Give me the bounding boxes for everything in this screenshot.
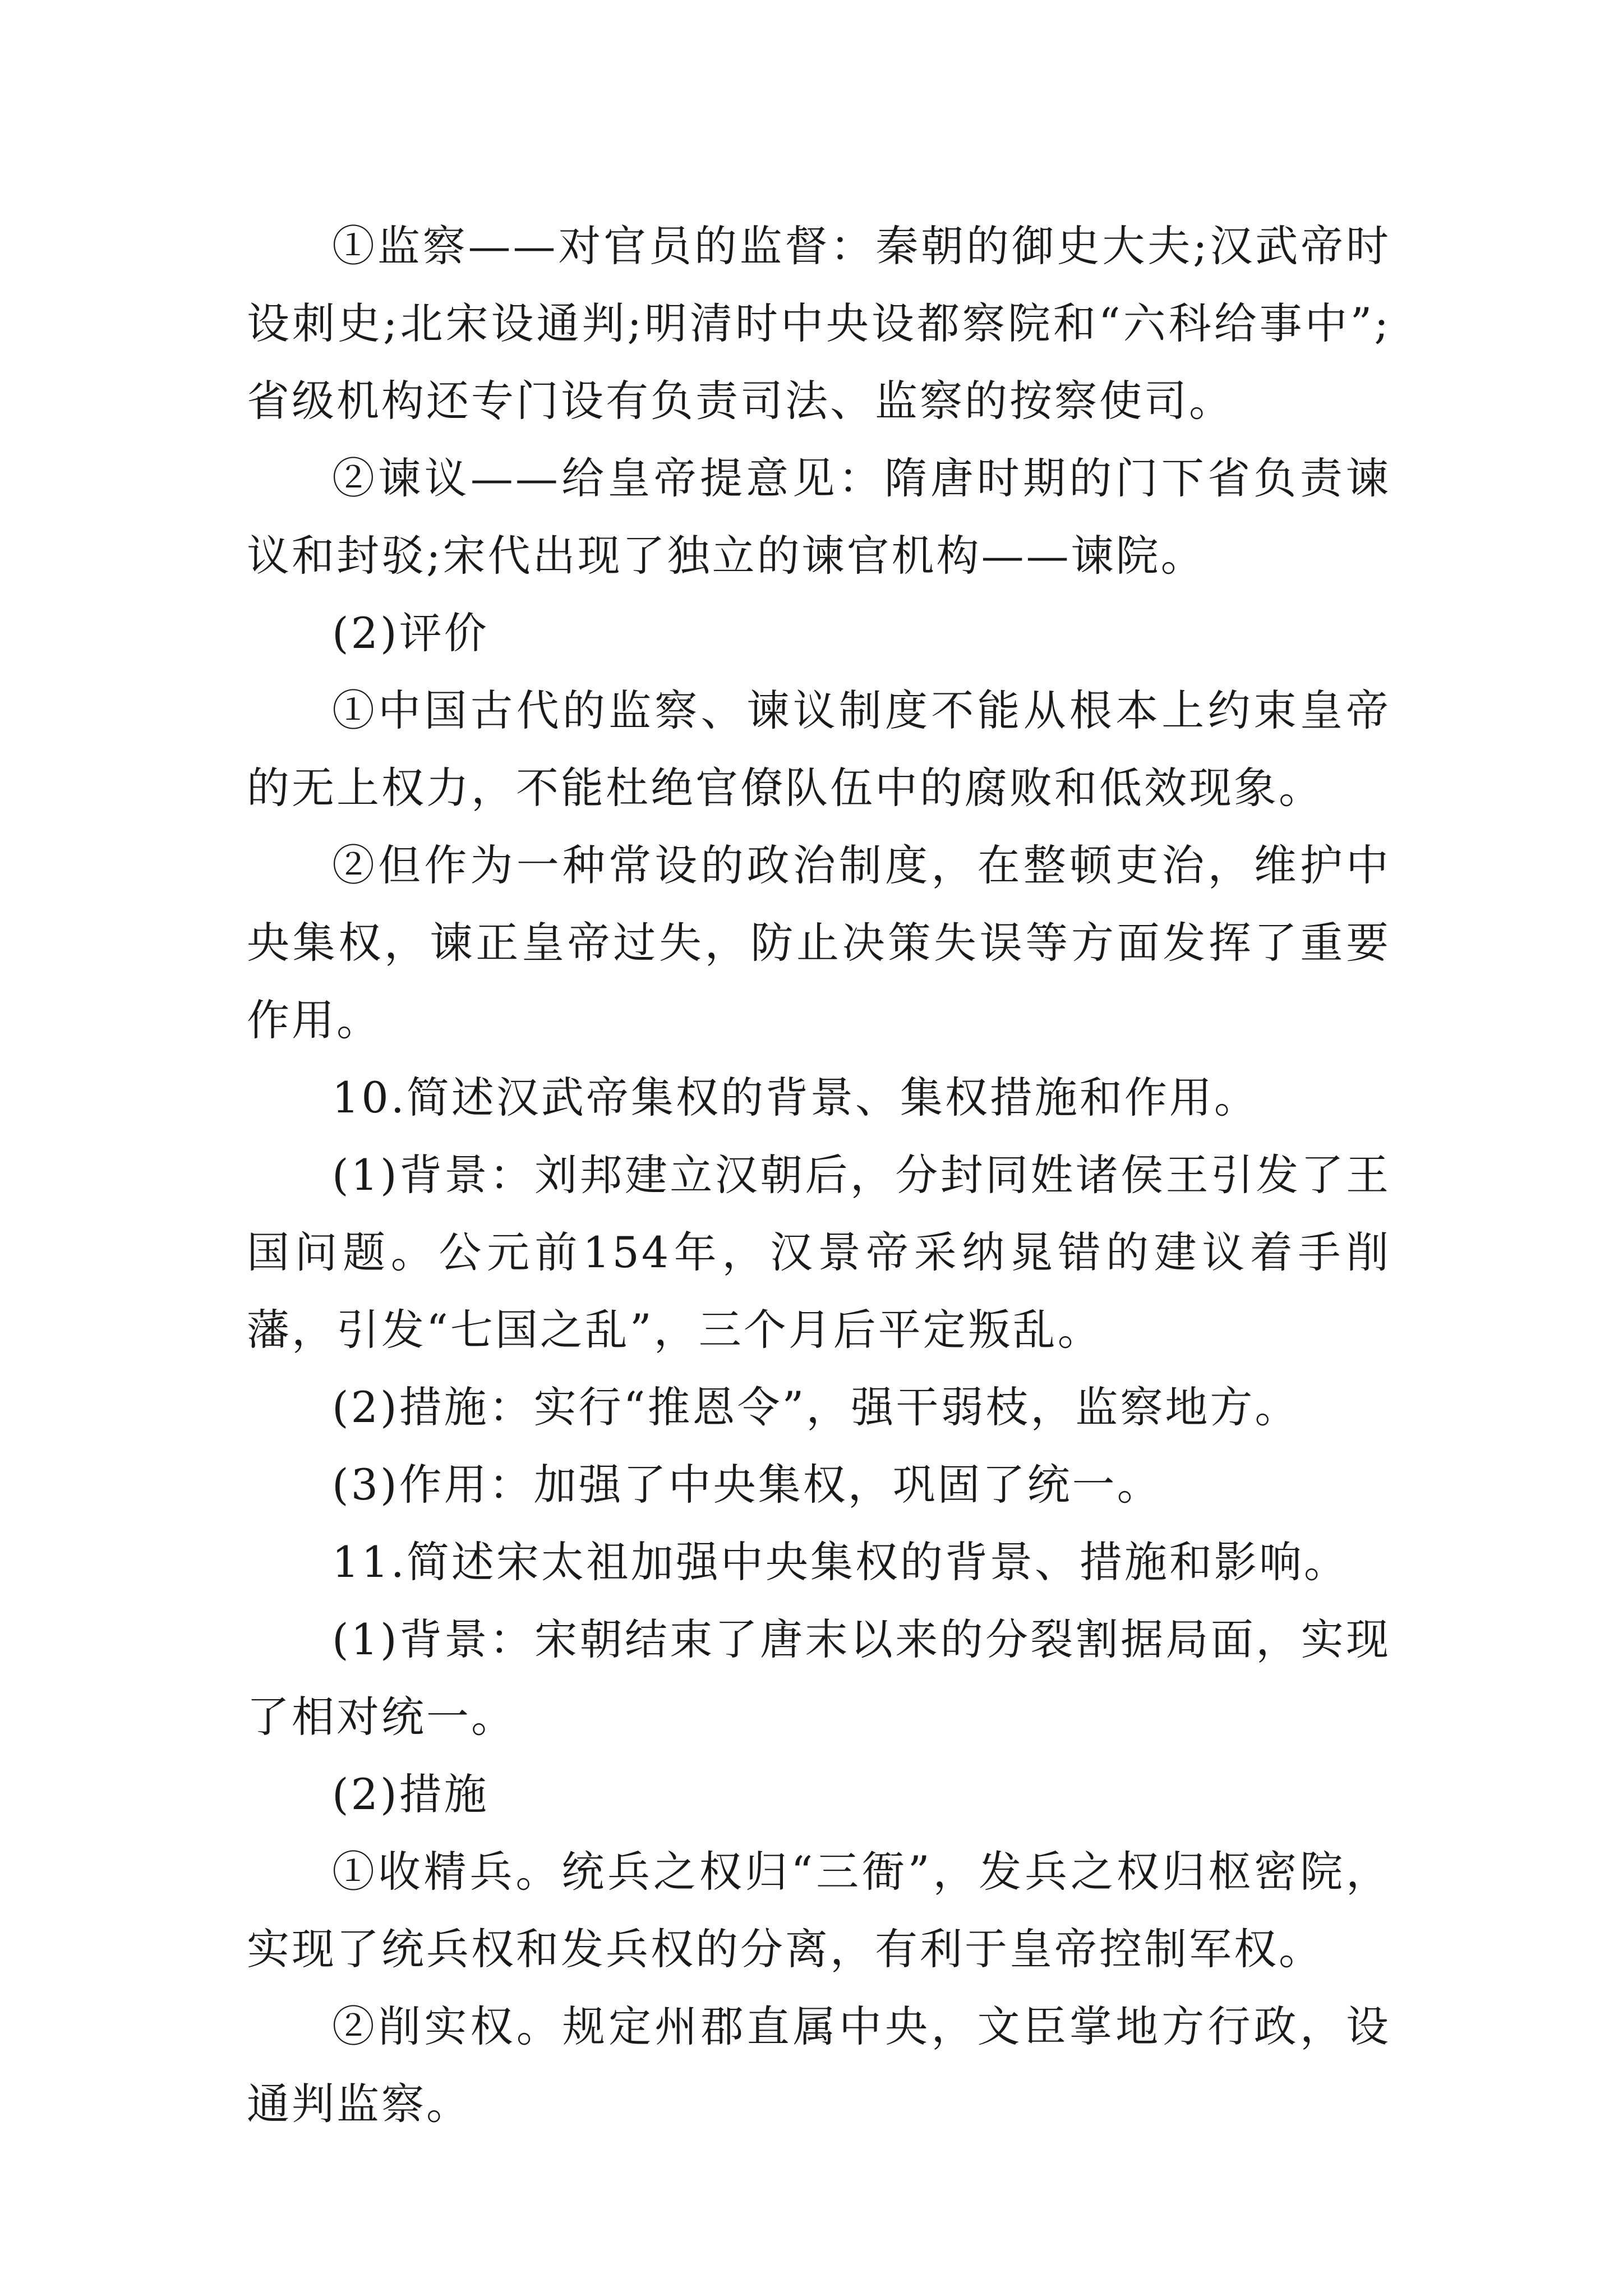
question-10: 10.简述汉武帝集权的背景、集权措施和作用。 <box>332 1073 1259 1122</box>
paragraph-evaluation-1: ①中国古代的监察、谏议制度不能从根本上约束皇帝的无上权力，不能杜绝官僚队伍中的腐败和低效现象。 <box>247 685 1391 813</box>
q11-measure-1: ①收精兵。统兵之权归“三衙”，发兵之权归枢密院，实现了统兵权和发兵权的分离，有利于皇帝控制军权。 <box>247 1847 1391 1974</box>
question-11: 11.简述宋太祖加强中央集权的背景、措施和影响。 <box>332 1537 1349 1587</box>
q10-background: (1)背景：刘邦建立汉朝后，分封同姓诸侯王引发了王国问题。公元前154年，汉景帝采纳晁错的建议着手削藩，引发“七国之乱”，三个月后平定叛乱。 <box>247 1150 1391 1355</box>
paragraph-supervision: ①监察——对官员的监督：秦朝的御史大夫;汉武帝时设刺史;北宋设通判;明清时中央设都察院和“六科给事中”;省级机构还专门设有负责司法、监察的按察使司。 <box>247 221 1391 426</box>
q11-background: (1)背景：宋朝结束了唐末以来的分裂割据局面，实现了相对统一。 <box>247 1614 1391 1742</box>
paragraph-evaluation-heading: (2)评价 <box>332 608 489 658</box>
paragraph-remonstrance: ②谏议——给皇帝提意见：隋唐时期的门下省负责谏议和封驳;宋代出现了独立的谏官机构——谏院。 <box>247 453 1391 581</box>
q11-measures-heading: (2)措施 <box>332 1769 489 1819</box>
document-body <box>247 208 1391 2143</box>
q11-measure-2: ②削实权。规定州郡直属中央，文臣掌地方行政，设通判监察。 <box>247 2001 1391 2129</box>
q10-effect: (3)作用：加强了中央集权，巩固了统一。 <box>332 1460 1162 1510</box>
paragraph-evaluation-2: ②但作为一种常设的政治制度，在整顿吏治，维护中央集权，谏正皇帝过失，防止决策失误等方面发挥了重要作用。 <box>247 840 1391 1045</box>
q10-measures: (2)措施：实行“推恩令”，强干弱枝，监察地方。 <box>332 1382 1300 1432</box>
